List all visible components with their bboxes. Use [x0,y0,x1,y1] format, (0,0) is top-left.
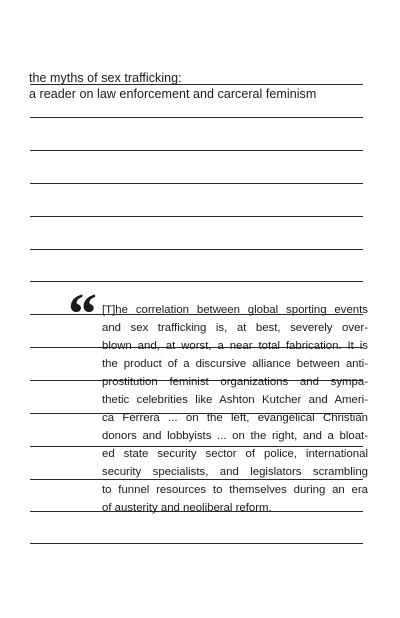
quote-line: donors and lobbyists ... on the right, and a bloat- [102,430,368,442]
quote-line: of austerity and neoliberal reform. [102,502,272,514]
quote-line: thetic celebrities like Ashton Kutcher and Ameri- [102,394,368,406]
quote-line: security specialists, and legislators scrambling [102,466,368,478]
quote-line: to funnel resources to themselves during an era [102,484,368,496]
quote-line: the product of a discursive alliance between anti- [102,358,368,370]
book-subtitle: a reader on law enforcement and carceral feminism [29,87,317,101]
quote-line: ed state security sector of police, international [102,448,368,460]
quote-line: ca Ferrera ... on the left, evangelical Christian [102,412,368,424]
quote-line: [T]he correlation between global sporting events [102,304,368,316]
ruled-line [30,216,363,217]
quote-line: blown and, at worst, a near total fabrication. It is [102,340,368,352]
ruled-line [30,117,363,118]
quote-line: and sex trafficking is, at best, severely over- [102,322,368,334]
book-title: the myths of sex trafficking: [29,71,182,85]
quote-line: prostitution feminist organizations and sympa- [102,376,368,388]
ruled-line [30,150,363,151]
ruled-line [30,249,363,250]
ruled-line [30,84,363,85]
ruled-line [30,446,363,447]
quote-mark-icon: “ [68,281,97,346]
ruled-line [30,543,363,544]
ruled-line [30,479,363,480]
ruled-line [30,183,363,184]
